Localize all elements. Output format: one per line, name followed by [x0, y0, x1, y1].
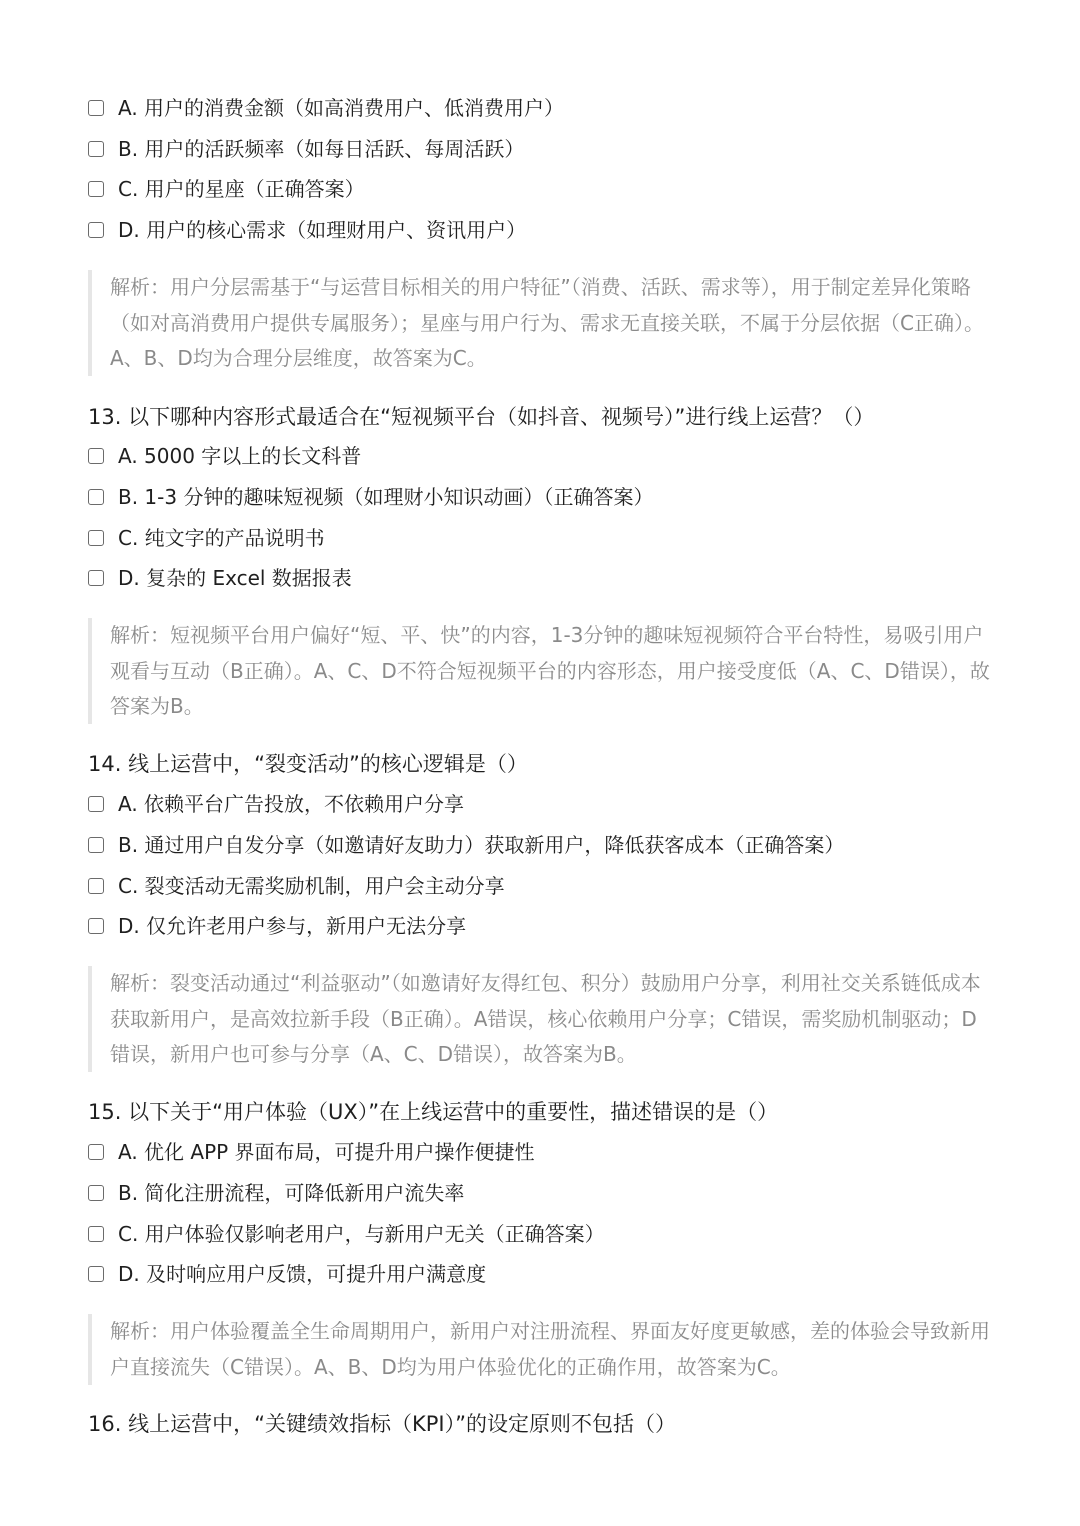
option-label: B. 简化注册流程，可降低新用户流失率	[118, 1181, 465, 1205]
option-label: D. 仅允许老用户参与，新用户无法分享	[118, 914, 467, 938]
q13-option-b[interactable]	[88, 482, 653, 512]
option-label: B. 1-3 分钟的趣味短视频（如理财小知识动画）（正确答案）	[118, 485, 654, 509]
checkbox-icon[interactable]	[88, 100, 104, 116]
option-label: C. 纯文字的产品说明书	[118, 526, 325, 550]
q14-option-b[interactable]	[88, 830, 844, 860]
option-label: A. 依赖平台广告投放，不依赖用户分享	[118, 792, 465, 816]
q14-analysis: 解析：裂变活动通过“利益驱动”（如邀请好友得红包、积分）鼓励用户分享，利用社交关系链低成本获取新用户，是高效拉新手段（B正确）。A错误，核心依赖用户分享；C错误，需奖励机制驱动；D错误，新用户也可参与分享（A、C、D错误），故答案为B。	[88, 966, 998, 1072]
q12-option-d[interactable]	[88, 215, 526, 245]
checkbox-icon[interactable]	[88, 796, 104, 812]
checkbox-icon[interactable]	[88, 530, 104, 546]
option-label: D. 及时响应用户反馈，可提升用户满意度	[118, 1262, 487, 1286]
checkbox-icon[interactable]	[88, 1185, 104, 1201]
q16-title: 16. 线上运营中，“关键绩效指标（KPI）”的设定原则不包括（）	[88, 1412, 676, 1436]
q14-option-a[interactable]	[88, 789, 464, 819]
q15-option-b[interactable]	[88, 1178, 464, 1208]
option-label: C. 用户的星座（正确答案）	[118, 177, 365, 201]
checkbox-icon[interactable]	[88, 181, 104, 197]
checkbox-icon[interactable]	[88, 1266, 104, 1282]
q15-option-a[interactable]	[88, 1137, 535, 1167]
checkbox-icon[interactable]	[88, 878, 104, 894]
option-label: D. 复杂的 Excel 数据报表	[118, 566, 352, 590]
q13-option-c[interactable]	[88, 523, 325, 553]
option-label: A. 用户的消费金额（如高消费用户、低消费用户）	[118, 96, 565, 120]
q14-option-d[interactable]	[88, 911, 466, 941]
q15-analysis: 解析：用户体验覆盖全生命周期用户，新用户对注册流程、界面友好度更敏感，差的体验会导致新用户直接流失（C错误）。A、B、D均为用户体验优化的正确作用，故答案为C。	[88, 1314, 998, 1385]
q15-title: 15. 以下关于“用户体验（UX）”在上线运营中的重要性，描述错误的是（）	[88, 1100, 779, 1124]
checkbox-icon[interactable]	[88, 222, 104, 238]
option-label: C. 裂变活动无需奖励机制，用户会主动分享	[118, 874, 505, 898]
checkbox-icon[interactable]	[88, 141, 104, 157]
option-label: C. 用户体验仅影响老用户，与新用户无关（正确答案）	[118, 1222, 605, 1246]
q15-option-c[interactable]	[88, 1219, 605, 1249]
checkbox-icon[interactable]	[88, 570, 104, 586]
option-label: B. 用户的活跃频率（如每日活跃、每周活跃）	[118, 137, 525, 161]
option-label: A. 优化 APP 界面布局，可提升用户操作便捷性	[118, 1140, 535, 1164]
q13-option-a[interactable]	[88, 441, 361, 471]
q12-option-b[interactable]	[88, 134, 524, 164]
checkbox-icon[interactable]	[88, 918, 104, 934]
q13-analysis: 解析：短视频平台用户偏好“短、平、快”的内容，1-3分钟的趣味短视频符合平台特性，易吸引用户观看与互动（B正确）。A、C、D不符合短视频平台的内容形态，用户接受度低（A、C、D错误），故答案为B。	[88, 618, 998, 724]
checkbox-icon[interactable]	[88, 1226, 104, 1242]
checkbox-icon[interactable]	[88, 837, 104, 853]
q12-analysis: 解析：用户分层需基于“与运营目标相关的用户特征”（消费、活跃、需求等），用于制定差异化策略（如对高消费用户提供专属服务）；星座与用户行为、需求无直接关联，不属于分层依据（C正确）。A、B、D均为合理分层维度，故答案为C。	[88, 270, 998, 376]
checkbox-icon[interactable]	[88, 448, 104, 464]
q12-option-a[interactable]	[88, 93, 564, 123]
checkbox-icon[interactable]	[88, 489, 104, 505]
checkbox-icon[interactable]	[88, 1144, 104, 1160]
option-label: D. 用户的核心需求（如理财用户、资讯用户）	[118, 218, 527, 242]
q13-title: 13. 以下哪种内容形式最适合在“短视频平台（如抖音、视频号）”进行线上运营？（）	[88, 405, 875, 429]
q15-option-d[interactable]	[88, 1259, 486, 1289]
q14-title: 14. 线上运营中，“裂变活动”的核心逻辑是（）	[88, 752, 528, 776]
option-label: B. 通过用户自发分享（如邀请好友助力）获取新用户，降低获客成本（正确答案）	[118, 833, 845, 857]
option-label: A. 5000 字以上的长文科普	[118, 444, 362, 468]
q14-option-c[interactable]	[88, 871, 505, 901]
q13-option-d[interactable]	[88, 563, 352, 593]
q12-option-c[interactable]	[88, 174, 365, 204]
